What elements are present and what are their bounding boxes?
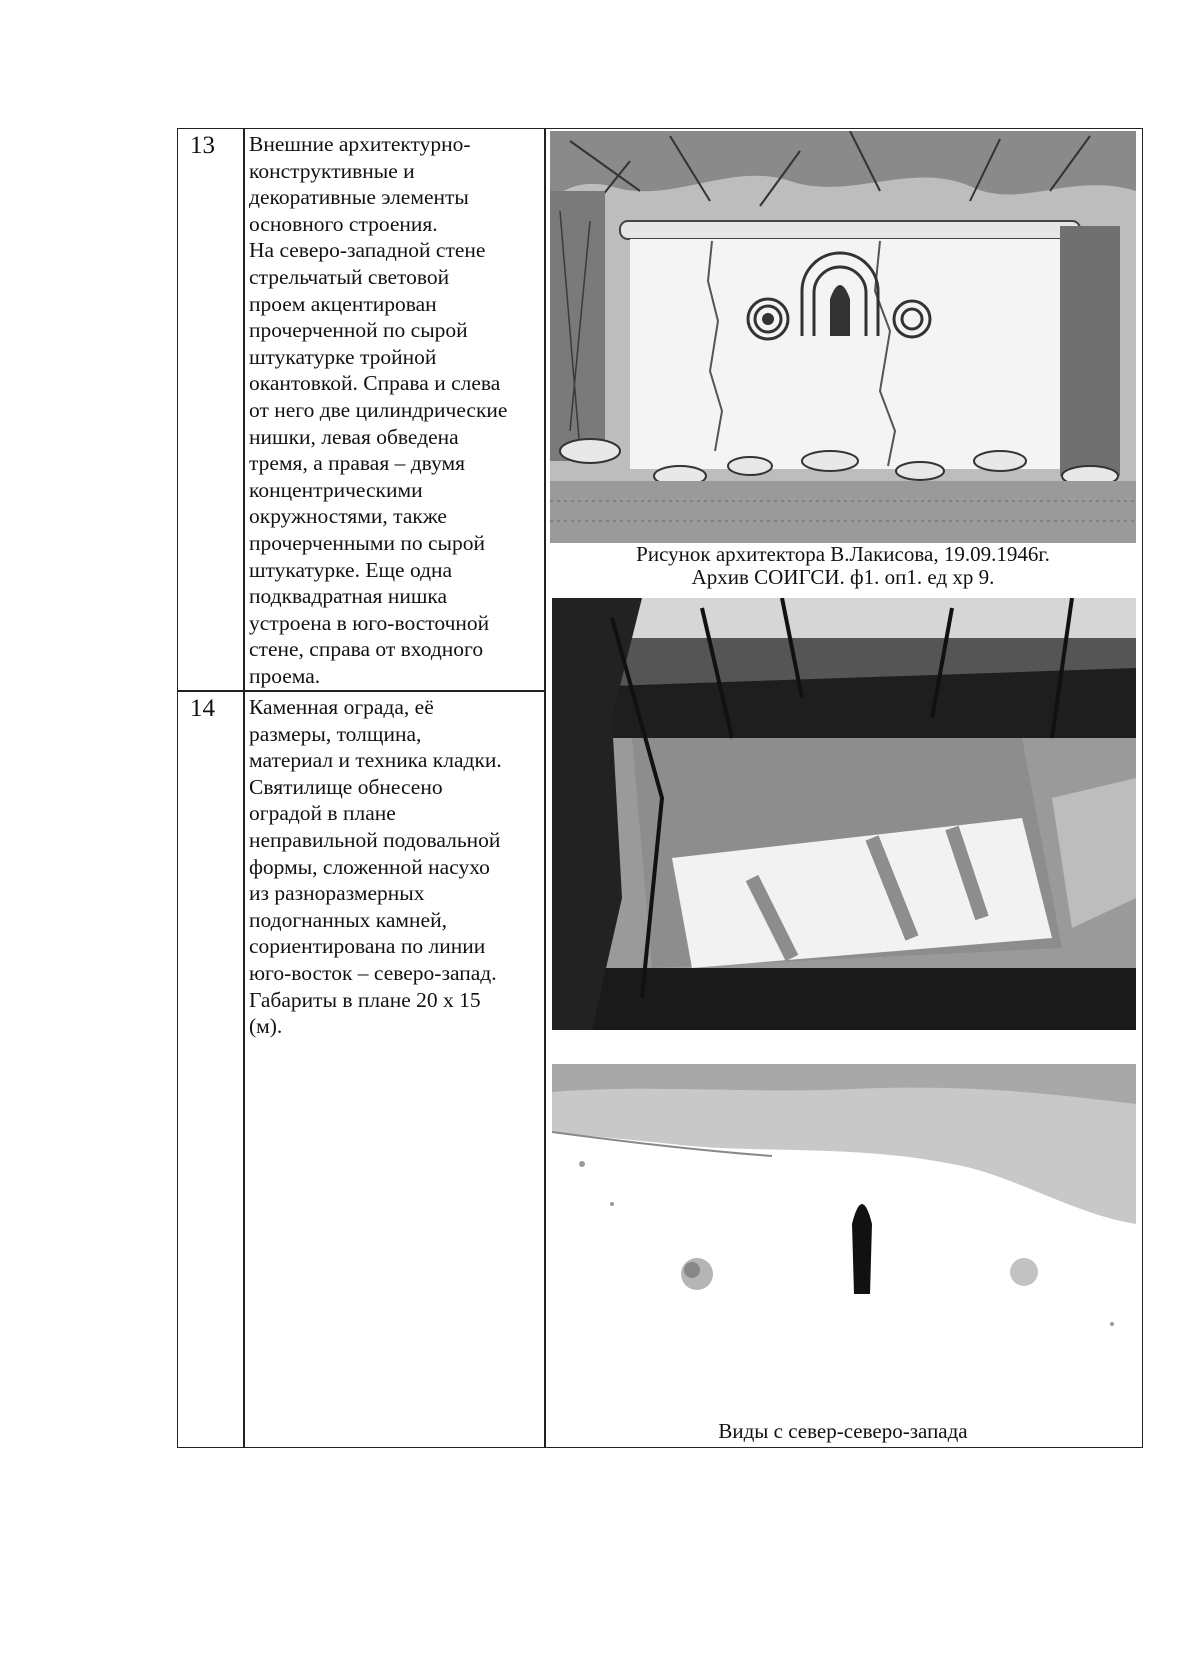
table-row-divider — [178, 690, 545, 692]
table-column-divider — [243, 129, 245, 1447]
text-line: сориентирована по линии — [249, 934, 486, 959]
text-line: тремя, а правая – двумя — [249, 451, 466, 476]
text-line: прочерченной по сырой — [249, 318, 468, 343]
text-line: окружностями, также — [249, 504, 447, 529]
text-line: штукатурке тройной — [249, 344, 437, 369]
text-line: стрельчатый световой — [249, 264, 450, 289]
row-number-13: 13 — [190, 132, 215, 159]
text-line: стене, справа от входного — [249, 637, 484, 662]
photos-caption: Виды с север-северо-запада — [718, 1419, 968, 1443]
text-line: из разноразмерных — [249, 881, 425, 906]
text-line: проем акцентирован — [249, 291, 437, 316]
document-table — [177, 128, 1143, 1448]
text-line: размеры, толщина, — [249, 721, 422, 746]
row-13-description — [249, 131, 507, 689]
text-line: формы, сложенной насухо — [249, 854, 490, 879]
drawing-caption-line2: Архив СОИГСИ. ф1. оп1. ед хр 9. — [691, 565, 995, 589]
text-line: Габариты в плане 20 х 15 — [249, 987, 481, 1012]
text-line: конструктивные и — [249, 158, 415, 183]
drawing-caption-line1: Рисунок архитектора В.Лакисова, 19.09.1946г. — [636, 542, 1050, 566]
text-line: проема. — [249, 663, 321, 688]
text-line: подогнанных камней, — [249, 907, 447, 932]
text-line: На северо-западной стене — [249, 238, 486, 263]
text-line: Святилище обнесено — [249, 774, 443, 799]
text-line: основного строения. — [249, 211, 438, 236]
photo-wall-closeup — [552, 1064, 1136, 1412]
text-line: декоративные элементы — [249, 185, 469, 210]
table-column-divider — [544, 129, 546, 1447]
text-line: штукатурке. Еще одна — [249, 557, 453, 582]
text-line: материал и техника кладки. — [249, 748, 502, 773]
text-line: концентрическими — [249, 477, 423, 502]
row-number-14: 14 — [190, 695, 215, 722]
architect-drawing — [550, 131, 1136, 543]
text-line: (м). — [249, 1014, 283, 1039]
text-line: Внешние архитектурно- — [249, 132, 471, 156]
photo-winter-view — [552, 598, 1136, 1030]
text-line: подквадратная нишка — [249, 584, 448, 609]
text-line: юго-восток – северо-запад. — [249, 960, 497, 985]
row-14-description — [249, 694, 502, 1040]
text-line: прочерченными по сырой — [249, 530, 485, 555]
text-line: Каменная ограда, её — [249, 695, 434, 719]
text-line: устроена в юго-восточной — [249, 610, 490, 635]
text-line: от него две цилиндрические — [249, 397, 508, 422]
text-line: окантовкой. Справа и слева — [249, 371, 501, 396]
text-line: неправильной подовальной — [249, 827, 501, 852]
text-line: нишки, левая обведена — [249, 424, 459, 449]
text-line: оградой в плане — [249, 801, 396, 826]
